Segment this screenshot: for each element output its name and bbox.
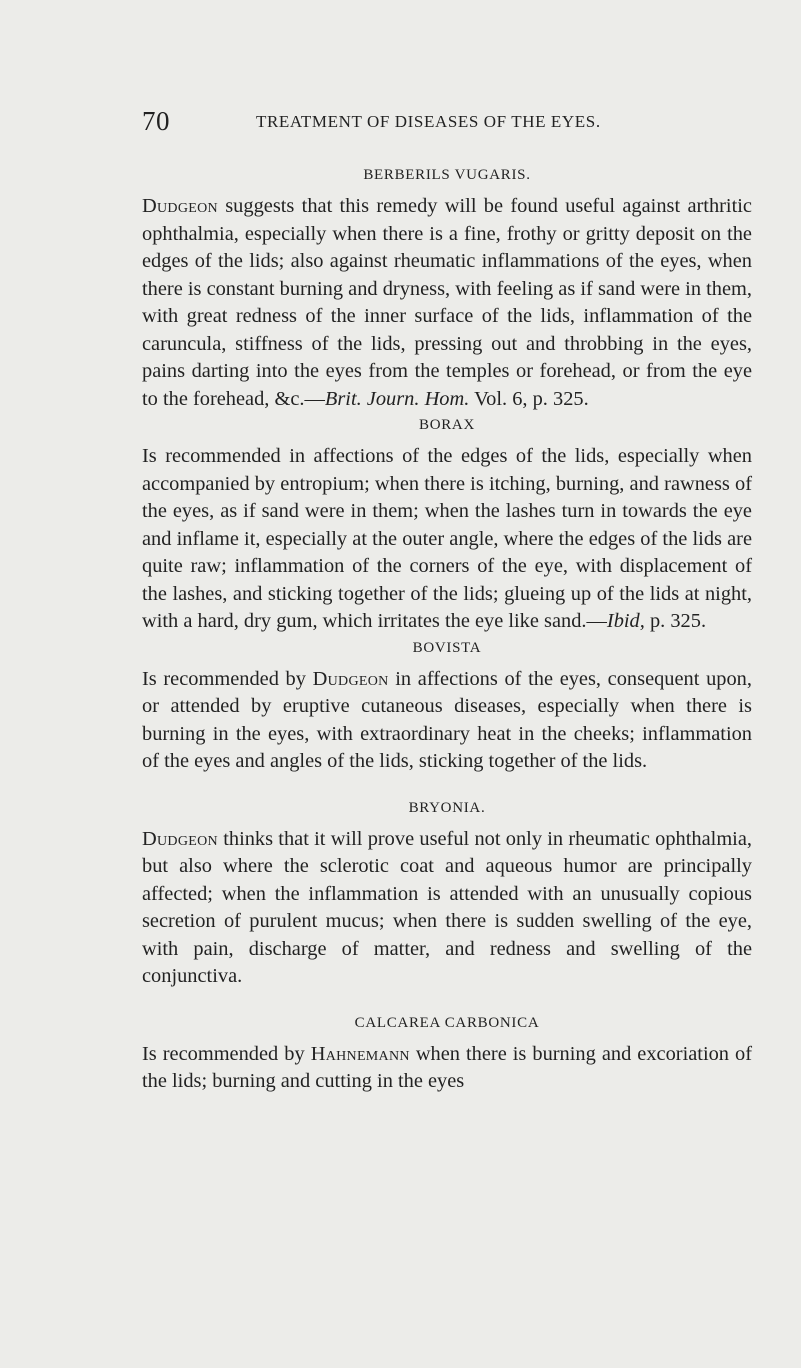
citation: Brit. Journ. Hom. bbox=[324, 387, 470, 410]
running-title: TREATMENT OF DISEASES OF THE EYES. bbox=[256, 112, 601, 131]
author-name: Dudgeon bbox=[142, 195, 218, 217]
author-name: Dudgeon bbox=[312, 667, 389, 690]
section-title-borax: BORAX bbox=[418, 417, 475, 433]
section-title-bovista: BOVISTA bbox=[412, 639, 482, 656]
paragraph-text: when there is burning and excoriation of the lids; burning and cutting in the eyes bbox=[142, 1042, 753, 1092]
page-number: 70 bbox=[142, 106, 170, 136]
section-title-bryonia: BRYONIA. bbox=[408, 799, 486, 816]
paragraph-text: in affections of the eyes, consequent upon, or attended by eruptive cutaneous diseases, especially when there is burning in the eyes, with extraordinary heat in the cheeks; inflammation of the eyes and angles of the lids, sticking together of the lids. bbox=[142, 667, 752, 772]
paragraph-bovista bbox=[142, 666, 752, 776]
paragraph-text: Is recommended in affections of the edges of the lids, especially when accompanied by entropium; when there is itching, burning, and rawness of the eyes, as if sand were in them; when the lashes turn in towards the eye and inflame it, especially at the outer angle, where the edges of the lids are quite raw; inflammation of the corners of the eye, with displacement of the lashes, and sticking together of the lids; glueing up of the lids at night, with a hard, dry gum, which irritates the eye like sand.— bbox=[142, 445, 752, 632]
paragraph-bryonia bbox=[142, 826, 752, 991]
paragraph-borax bbox=[142, 443, 752, 636]
body-text bbox=[142, 163, 752, 1096]
citation-detail: Vol. 6, p. 325. bbox=[474, 387, 589, 410]
paragraph-text: suggests that this remedy will be found useful against arthritic ophthalmia, especially when there is a fine, frothy or gritty deposit on the edges of the lids; also against rheumatic inflammations of the eyes, when there is constant burning and dryness, with feeling as if sand were in them, with great redness of the inner surface of the lids, inflammation of the caruncula, stiffness of the lids, pressing out and throbbing in the eyes, pains darting into the eyes from the temples or forehead, or from the eye to the forehead, &c.— bbox=[142, 195, 752, 410]
author-name: Dudgeon bbox=[142, 827, 218, 850]
paragraph-text-before: Is recommended by bbox=[142, 1042, 305, 1065]
running-head bbox=[142, 104, 749, 138]
author-name: Hahnemann bbox=[310, 1042, 410, 1065]
paragraph-calcarea-carbonica bbox=[142, 1041, 752, 1096]
citation: Ibid, bbox=[606, 610, 645, 632]
section-title-calcarea-carbonica: CALCAREA CARBONICA bbox=[354, 1014, 540, 1031]
paragraph-text: thinks that it will prove useful not only in rheumatic ophthalmia, but also where the sclerotic coat and aqueous humor are principally affected; when the inflammation is attended with an unusually copious secretion of purulent mucus; when there is sudden swelling of the eye, with pain, discharge of matter, and redness and swelling of the conjunctiva. bbox=[142, 827, 752, 987]
paragraph-text-before: Is recommended by bbox=[142, 667, 306, 690]
citation-detail: p. 325. bbox=[649, 610, 707, 632]
paragraph-berberis bbox=[142, 193, 752, 413]
section-title-berberis: BERBERILS VUGARIS. bbox=[363, 167, 531, 183]
